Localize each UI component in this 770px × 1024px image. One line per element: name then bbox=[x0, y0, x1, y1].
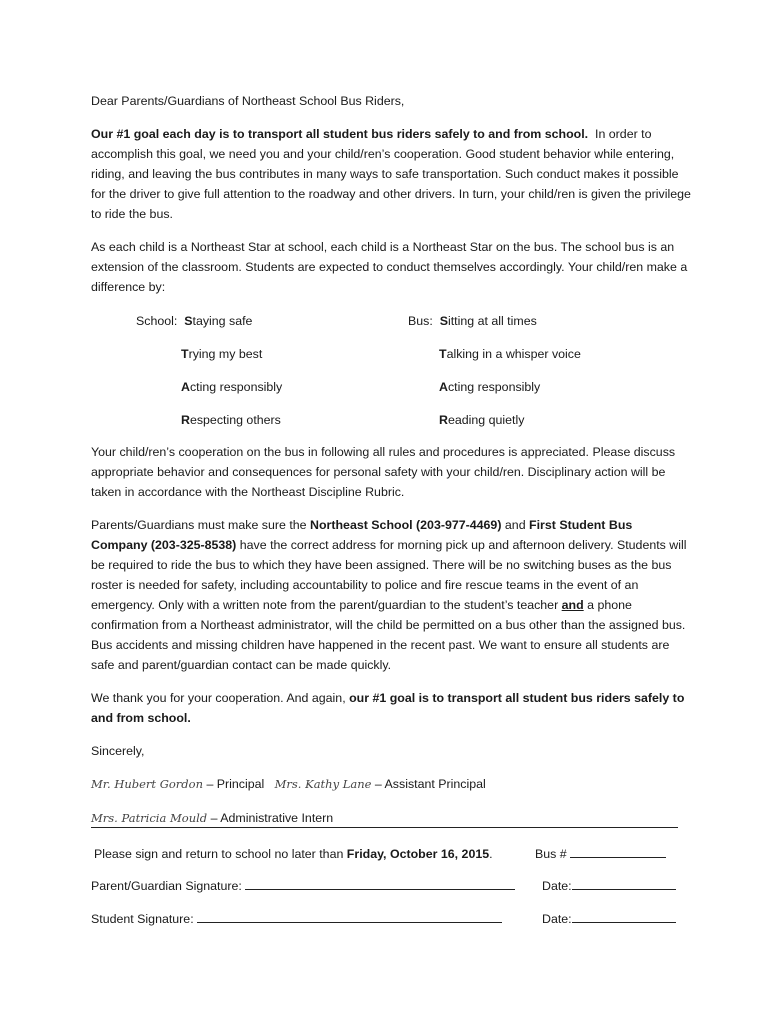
closing: Sincerely, bbox=[91, 744, 145, 758]
bus-item-text: alking in a whisper voice bbox=[446, 347, 581, 361]
thanks-text: We thank you for your cooperation. And again, bbox=[91, 691, 350, 705]
school-row-2 bbox=[181, 344, 262, 364]
address-text: have the correct address for morning pick up and afternoon delivery. Students will be required to ride the bus to which they have been assigned. There will be no switching buses as the bus roster is needed for safety, including accountability to police and fire rescue teams in the event of an emergency. Only with a written note from the parent/guardian to the student’s teacher bbox=[91, 538, 687, 612]
signature-line-1 bbox=[91, 774, 486, 794]
bus-number-label: Bus # bbox=[535, 847, 567, 861]
student-signature-field[interactable] bbox=[91, 909, 502, 929]
bus-label: Bus: bbox=[408, 314, 433, 328]
school-letter-s: S bbox=[184, 314, 193, 328]
principal-title: – Principal bbox=[203, 777, 265, 791]
bus-number-blank[interactable] bbox=[570, 845, 666, 858]
return-text: Please sign and return to school no later than bbox=[94, 847, 347, 861]
school-item-text: cting responsibly bbox=[189, 380, 283, 394]
address-text: a phone confirmation from a Northeast administrator, will the child be permitted on a bus other than the assigned bus. Bus accidents and missing children have happened in the recent past. We want to ensure all students are safe and parent/guardian contact can be made quickly. bbox=[91, 598, 686, 672]
bus-row-2 bbox=[439, 344, 581, 364]
intern-title: – Administrative Intern bbox=[207, 811, 334, 825]
school-item-text: especting others bbox=[189, 413, 281, 427]
bus-row-1 bbox=[408, 311, 537, 331]
assistant-principal-signature: Mrs. Kathy Lane bbox=[274, 777, 372, 791]
bus-item-text: eading quietly bbox=[447, 413, 525, 427]
bus-item-text: itting at all times bbox=[447, 314, 537, 328]
paragraph-cooperation: Your child/ren’s cooperation on the bus in following all rules and procedures is appreciated. Please discuss appropriate behavior and consequences for personal safety with your child/ren. Disciplinary action will be taken in accordance with the Northeast Discipline Rubric. bbox=[91, 445, 676, 499]
bus-letter-s: S bbox=[439, 314, 448, 328]
school-row-1 bbox=[136, 311, 252, 331]
paragraph-goal bbox=[91, 124, 691, 224]
student-date-field[interactable] bbox=[542, 909, 676, 929]
bus-letter-a: A bbox=[439, 380, 448, 394]
student-signature-blank[interactable] bbox=[197, 910, 502, 923]
school-row-3 bbox=[181, 377, 282, 397]
parent-signature-field[interactable] bbox=[91, 876, 515, 896]
student-signature-label: Student Signature: bbox=[91, 912, 194, 926]
greeting: Dear Parents/Guardians of Northeast School Bus Riders, bbox=[91, 94, 405, 108]
signature-line-2 bbox=[91, 809, 678, 828]
parent-date-blank[interactable] bbox=[572, 877, 676, 890]
parent-signature-label: Parent/Guardian Signature: bbox=[91, 879, 242, 893]
emphasis-and: and bbox=[561, 598, 584, 612]
school-item-text: rying my best bbox=[188, 347, 263, 361]
bus-row-4 bbox=[439, 410, 524, 430]
goal-details: In order to accomplish this goal, we need you and your child/ren’s cooperation. Good student behavior while entering, riding, and leaving the bus contributes in many ways to safe transportation. Such conduct makes it possible for the driver to give full attention to the roadway and other drivers. In turn, your child/ren is given the privilege to ride the bus. bbox=[91, 127, 691, 221]
intern-signature: Mrs. Patricia Mould bbox=[91, 811, 208, 825]
paragraph-thanks bbox=[91, 688, 691, 728]
school-letter-a: A bbox=[181, 380, 190, 394]
bus-company-phone: First Student Bus Company (203-325-8538) bbox=[91, 518, 633, 552]
student-date-blank[interactable] bbox=[572, 910, 676, 923]
return-deadline: Friday, October 16, 2015 bbox=[346, 847, 490, 861]
assistant-principal-title: – Assistant Principal bbox=[371, 777, 486, 791]
address-text: and bbox=[501, 518, 530, 532]
school-letter-r: R bbox=[181, 413, 190, 427]
bus-number-field[interactable] bbox=[535, 844, 666, 864]
date-label: Date: bbox=[542, 912, 572, 926]
parent-date-field[interactable] bbox=[542, 876, 676, 896]
school-row-4 bbox=[181, 410, 281, 430]
bus-item-text: cting responsibly bbox=[447, 380, 541, 394]
return-instruction bbox=[94, 844, 493, 864]
paragraph-address bbox=[91, 515, 691, 675]
goal-statement: Our #1 goal each day is to transport all student bus riders safely to and from school. bbox=[91, 127, 589, 141]
goal-reminder: our #1 goal is to transport all student bus riders safely to and from school. bbox=[91, 691, 685, 725]
principal-signature: Mr. Hubert Gordon bbox=[91, 777, 203, 791]
return-period: . bbox=[489, 847, 493, 861]
school-item-text: taying safe bbox=[192, 314, 253, 328]
date-label: Date: bbox=[542, 879, 572, 893]
bus-row-3 bbox=[439, 377, 540, 397]
address-text: Parents/Guardians must make sure the bbox=[91, 518, 311, 532]
bus-letter-r: R bbox=[439, 413, 448, 427]
school-phone: Northeast School (203-977-4469) bbox=[310, 518, 502, 532]
school-letter-t: T bbox=[181, 347, 189, 361]
paragraph-northeast-star: As each child is a Northeast Star at school, each child is a Northeast Star on the bus. The school bus is an extension of the classroom. Students are expected to conduct themselves accordingly. Your child/ren make a difference by: bbox=[91, 240, 688, 294]
parent-signature-blank[interactable] bbox=[245, 877, 515, 890]
school-label: School: bbox=[136, 314, 178, 328]
bus-letter-t: T bbox=[439, 347, 447, 361]
